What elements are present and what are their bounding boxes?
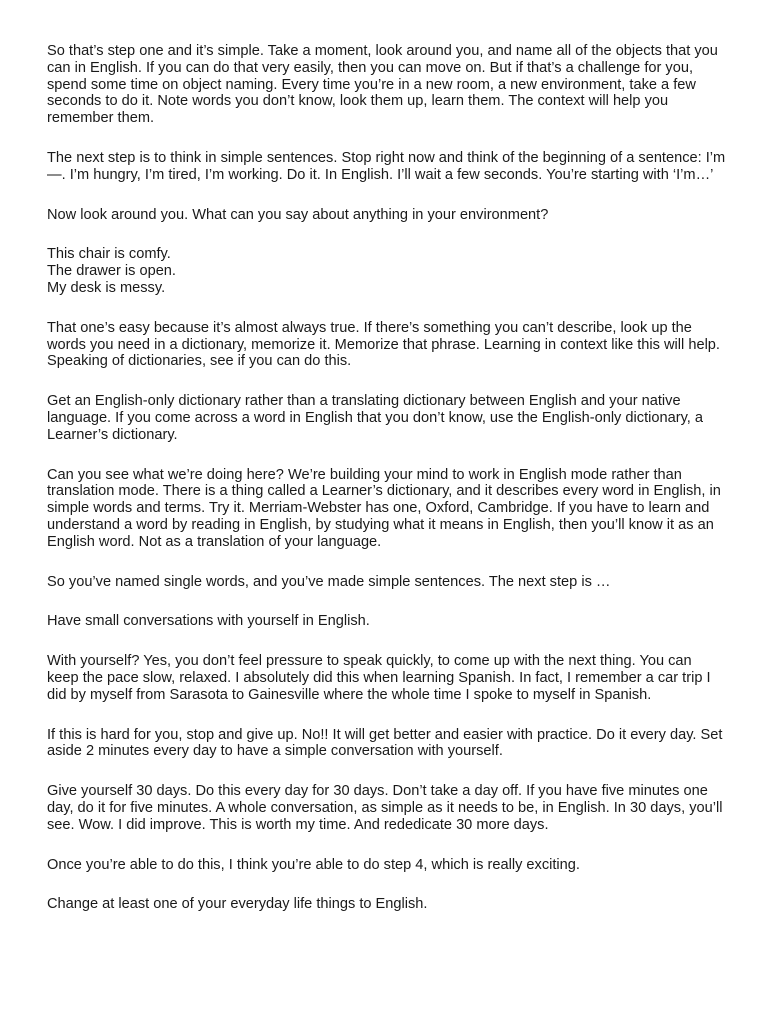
paragraph: If this is hard for you, stop and give up. No!! It will get better and easier with practice. Do it every day. Set aside 2 minutes every day to have a simple conversation with yourself.: [47, 726, 723, 760]
paragraph: Now look around you. What can you say about anything in your environment?: [47, 206, 549, 223]
paragraph: This chair is comfy. The drawer is open. My desk is messy.: [47, 246, 176, 296]
paragraph: So you’ve named single words, and you’ve made simple sentences. The next step is …: [47, 573, 611, 590]
paragraph: Get an English-only dictionary rather than a translating dictionary between English and your native language. If you come across a word in English that you don’t know, use the English-only dictionary, a Learner’s dictionary.: [47, 393, 704, 443]
paragraph: That one’s easy because it’s almost always true. If there’s something you can’t describe, look up the words you need in a dictionary, memorize it. Memorize that phrase. Learning in context like this will help. Speaking of dictionaries, see if you can do this.: [47, 319, 720, 370]
paragraph: The next step is to think in simple sentences. Stop right now and think of the beginning of a sentence: I’m—. I’m hungry, I’m tired, I’m working. Do it. In English. I’ll wait a few seconds. You’re starting with ‘I’m…’: [47, 149, 726, 183]
paragraph: Have small conversations with yourself in English.: [47, 613, 370, 630]
paragraph: Can you see what we’re doing here? We’re building your mind to work in English mode rather than translation mode. There is a thing called a Learner’s dictionary, and it describes every word in English, in simple words and terms. Try it. Merriam-Webster has one, Oxford, Cambridge. If you have to learn and understand a word by reading in English, by studying what it means in English, then you’ll know it as an English word. Not as a translation of your language.: [47, 466, 721, 550]
document-page: [47, 43, 727, 936]
paragraph: So that’s step one and it’s simple. Take a moment, look around you, and name all of the objects that you can in English. If you can do that very easily, then you can move on. But if that’s a challenge for you, spend some time on object naming. Every time you’re in a new room, a new environment, take a few seconds to do it. Note words you don’t know, look them up, learn them. The context will help you remember them.: [47, 43, 718, 127]
paragraph: Give yourself 30 days. Do this every day for 30 days. Don’t take a day off. If you have five minutes one day, do it for five minutes. A whole conversation, as simple as it needs to be, in English. In 30 days, you’ll see. Wow. I did improve. This is worth my time. And rededicate 30 more days.: [47, 783, 723, 833]
paragraph: With yourself? Yes, you don’t feel pressure to speak quickly, to come up with the next thing. You can keep the pace slow, relaxed. I absolutely did this when learning Spanish. In fact, I remember a car trip I did by myself from Sarasota to Gainesville where the whole time I spoke to myself in Spanish.: [47, 653, 711, 703]
paragraph: Once you’re able to do this, I think you’re able to do step 4, which is really exciting.: [47, 856, 580, 873]
paragraph: Change at least one of your everyday life things to English.: [47, 896, 428, 913]
